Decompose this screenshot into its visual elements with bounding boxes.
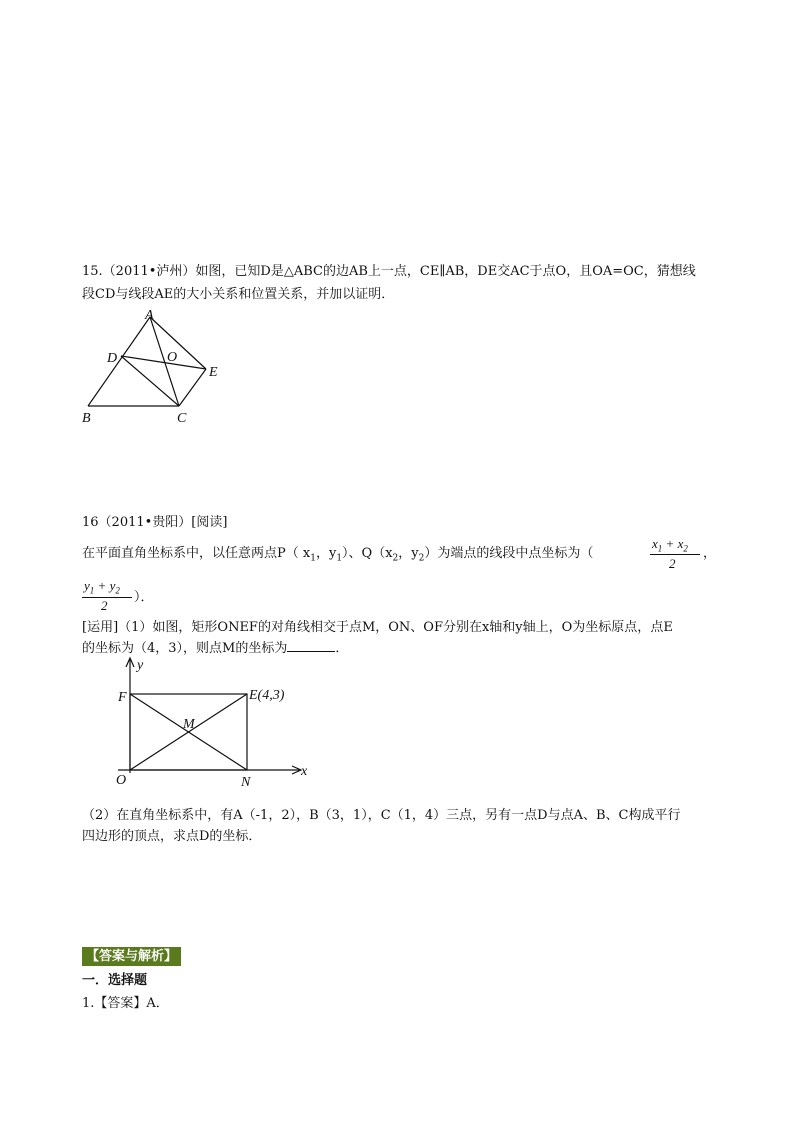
frac-x-line	[650, 554, 700, 555]
q15-figure	[78, 305, 228, 430]
answer-item-1: 1.【答案】A．	[82, 996, 169, 1011]
q16-part2-line1: （2）在直角坐标系中，有A（-1，2），B（3，1），C（1，4）三点，另有一点D与点A、B、C构成平行	[82, 808, 681, 823]
label-m: M	[183, 717, 195, 732]
label-d: D	[107, 351, 118, 366]
answers-badge: 【答案与解析】	[82, 947, 181, 966]
q16-read-text: 在平面直角坐标系中，以任意两点P（ $x_1$，$y_1$）、$Q(x_2$，$y_2$）为端点的线段中点坐标为（	[82, 546, 594, 564]
frac-x-denominator: 2	[669, 556, 676, 571]
answer-blank	[287, 638, 335, 652]
q15-text-line1: 15.（2011•泸州）如图，已知D是△ABC的边AB上一点，CE∥AB，DE交AC于点O，且OA=OC，猜想线	[82, 264, 696, 279]
q16-figure	[110, 655, 320, 790]
frac-x-comma: ，	[703, 546, 717, 561]
label-c: C	[177, 411, 187, 426]
label-a: A	[145, 308, 154, 323]
q16-apply-line1: [运用]（1）如图，矩形ONEF的对角线相交于点M，ON、OF分别在x轴和y轴上，O为坐标原点，点E	[82, 620, 673, 635]
label-x: x	[301, 764, 308, 779]
frac-y-close: ）．	[134, 590, 154, 605]
segment-ce	[179, 369, 206, 406]
label-y: y	[137, 658, 144, 673]
frac-y-denominator: 2	[101, 598, 108, 613]
section-heading: 一．选择题	[82, 973, 148, 988]
frac-y-numerator: $y_1 + y_2$	[84, 578, 120, 596]
frac-x-numerator: $x_1 + x_2$	[652, 536, 688, 554]
label-o: O	[116, 773, 127, 788]
label-b: B	[82, 411, 91, 426]
label-e: E	[209, 365, 218, 380]
label-o: O	[167, 350, 178, 365]
label-f: F	[118, 690, 127, 705]
q15-text-line2: 段CD与线段AE的大小关系和位置关系，并加以证明．	[82, 287, 395, 302]
label-n: N	[241, 775, 251, 790]
q16-header: 16（2011•贵阳）[阅读]	[82, 515, 228, 530]
q16-part2-line2: 四边形的顶点，求点D的坐标．	[82, 829, 262, 844]
label-e: E(4,3)	[249, 688, 285, 703]
segment-ab	[88, 317, 150, 406]
q16-apply-line2: 的坐标为（4，3），则点M的坐标为 ．	[82, 638, 348, 659]
